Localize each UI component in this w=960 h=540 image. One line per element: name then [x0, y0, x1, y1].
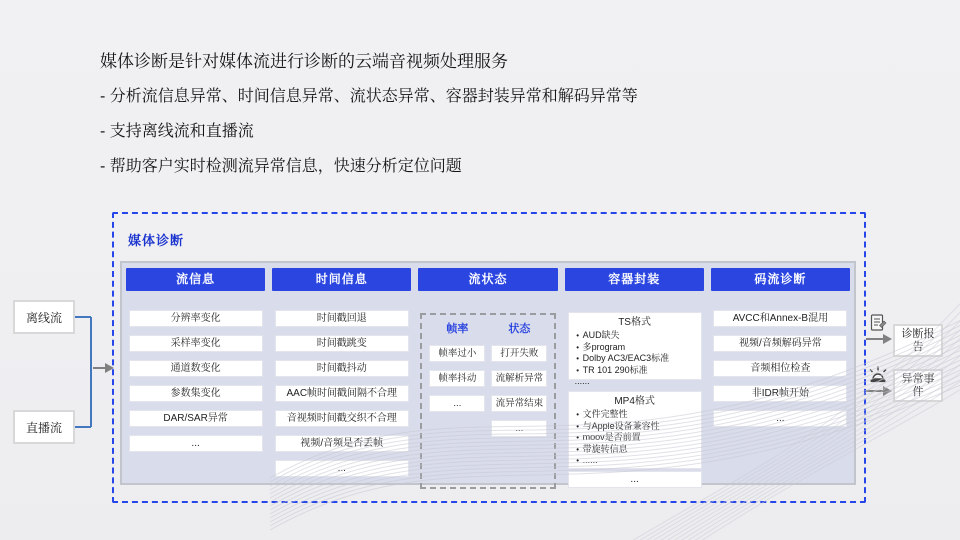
- offline-stream-box: [13, 300, 75, 334]
- format-card: [568, 312, 702, 386]
- diagnosis-item: 通道数变化: [129, 360, 263, 377]
- bullet-mark: •: [576, 410, 579, 419]
- bullet-mark: •: [576, 444, 579, 454]
- column-容器封装: [565, 268, 704, 485]
- column-码流诊断: [711, 268, 850, 480]
- subcolumn-状态: [489, 321, 549, 437]
- diagnosis-item: ...: [491, 420, 547, 437]
- subcolumn-header: 帧率: [446, 323, 469, 335]
- column-header: 流信息: [126, 268, 265, 291]
- report-arrow: [865, 333, 893, 345]
- bullet-text: moov是否前置: [582, 432, 641, 442]
- bullet-text: 带旋转信息: [582, 443, 628, 454]
- card-footer: [573, 376, 697, 388]
- card-title: MP4格式: [614, 396, 655, 407]
- diagnosis-item: DAR/SAR异常: [129, 410, 263, 427]
- bullet-mark: •: [576, 365, 579, 375]
- bullet-mark: •: [576, 342, 579, 352]
- alarm-icon: [868, 365, 888, 385]
- bullet-text: AUD缺失: [582, 330, 620, 340]
- input-connector-lines: [70, 300, 116, 446]
- frame-title: 媒体诊断: [128, 233, 185, 248]
- intro-block: [100, 52, 860, 192]
- abnormal-event-box: [893, 369, 943, 402]
- footer-text: ......: [574, 376, 590, 386]
- column-流信息: [126, 268, 265, 480]
- bullet-text: 文件完整性: [582, 409, 628, 419]
- diagnosis-item: AAC帧时间戳间隔不合理: [275, 385, 409, 402]
- card-bullet: [573, 409, 697, 421]
- diagnosis-report-label: 诊断报告: [901, 327, 935, 353]
- diagnosis-item: 流解析异常: [491, 370, 547, 387]
- subcolumn-header: 状态: [508, 323, 531, 335]
- bullet-mark: •: [576, 421, 579, 431]
- diagnosis-item: AVCC和Annex-B混用: [713, 310, 847, 327]
- column-items: [272, 310, 411, 477]
- diagnosis-item: ...: [429, 395, 485, 412]
- diagnosis-item: 打开失败: [491, 345, 547, 362]
- intro-bullet-1: - 分析流信息异常、时间信息异常、流状态异常、容器封装异常和解码异常等: [100, 88, 638, 105]
- column-header: 流状态: [418, 268, 557, 291]
- diagnosis-item: 参数集变化: [129, 385, 263, 402]
- diagnosis-item: ...: [129, 435, 263, 452]
- diagnosis-item: 帧率抖动: [429, 370, 485, 387]
- intro-bullet-2: - 支持离线流和直播流: [100, 123, 254, 140]
- intro-bullet-3: - 帮助客户实时检测流异常信息，快速分析定位问题: [100, 158, 462, 175]
- live-stream-box: [13, 410, 75, 444]
- bullet-mark: •: [576, 331, 579, 340]
- media-diagnosis-frame: [112, 212, 866, 503]
- diagnosis-item: 流异常结束: [491, 395, 547, 412]
- bullet-mark: •: [576, 354, 579, 363]
- card-bullet: [573, 432, 697, 444]
- diagnosis-columns: [126, 268, 850, 485]
- card-bullet: [573, 365, 697, 377]
- diagnosis-item: 视频/音频是否丢帧: [275, 435, 409, 452]
- column-header: 码流诊断: [711, 268, 850, 291]
- bullet-mark: •: [576, 456, 579, 465]
- diagnosis-item: 采样率变化: [129, 335, 263, 352]
- stream-state-group: [420, 313, 556, 489]
- diagnosis-item: ...: [713, 410, 847, 427]
- bullet-text: 多program: [582, 341, 626, 352]
- bullet-text: Dolby AC3/EAC3标准: [582, 353, 670, 363]
- diagnosis-item: 非IDR帧开始: [713, 385, 847, 402]
- bullet-text: ......: [582, 455, 598, 465]
- diagnosis-report-box: [893, 324, 943, 357]
- format-card: [568, 391, 702, 469]
- card-title: TS格式: [618, 317, 651, 328]
- card-bullet: [573, 342, 697, 354]
- column-items: [126, 310, 265, 452]
- diagnosis-item: 分辨率变化: [129, 310, 263, 327]
- more-item: ...: [568, 471, 702, 488]
- bullet-text: 与Apple设备兼容性: [582, 420, 660, 431]
- live-stream-label: 直播流: [25, 420, 62, 435]
- bullet-mark: •: [576, 433, 579, 442]
- diagnosis-panel: [120, 261, 856, 485]
- offline-stream-label: 离线流: [25, 310, 62, 325]
- card-bullet: [573, 330, 697, 342]
- diagnosis-item: 时间戳回退: [275, 310, 409, 327]
- diagnosis-item: 音视频时间戳交织不合理: [275, 410, 409, 427]
- card-bullet: [573, 444, 697, 456]
- report-icon: [868, 313, 888, 333]
- diagnosis-item: ...: [275, 460, 409, 477]
- column-items: [711, 310, 850, 427]
- diagnosis-item: 时间戳跳变: [275, 335, 409, 352]
- card-bullet: [573, 421, 697, 433]
- column-header: 容器封装: [565, 268, 704, 291]
- event-arrow: [865, 385, 893, 397]
- diagnosis-item: 音频相位检查: [713, 360, 847, 377]
- subcolumn-帧率: [427, 321, 487, 412]
- abnormal-event-label: 异常事件: [901, 372, 935, 398]
- column-header: 时间信息: [272, 268, 411, 291]
- diagnosis-item: 视频/音频解码异常: [713, 335, 847, 352]
- intro-title: 媒体诊断是针对媒体流进行诊断的云端音视频处理服务: [100, 52, 508, 71]
- card-bullet: [573, 455, 697, 467]
- diagnosis-item: 帧率过小: [429, 345, 485, 362]
- card-bullet: [573, 353, 697, 365]
- column-时间信息: [272, 268, 411, 480]
- diagnosis-item: 时间戳抖动: [275, 360, 409, 377]
- bullet-text: TR 101 290标准: [582, 364, 648, 375]
- column-流状态: [418, 268, 557, 480]
